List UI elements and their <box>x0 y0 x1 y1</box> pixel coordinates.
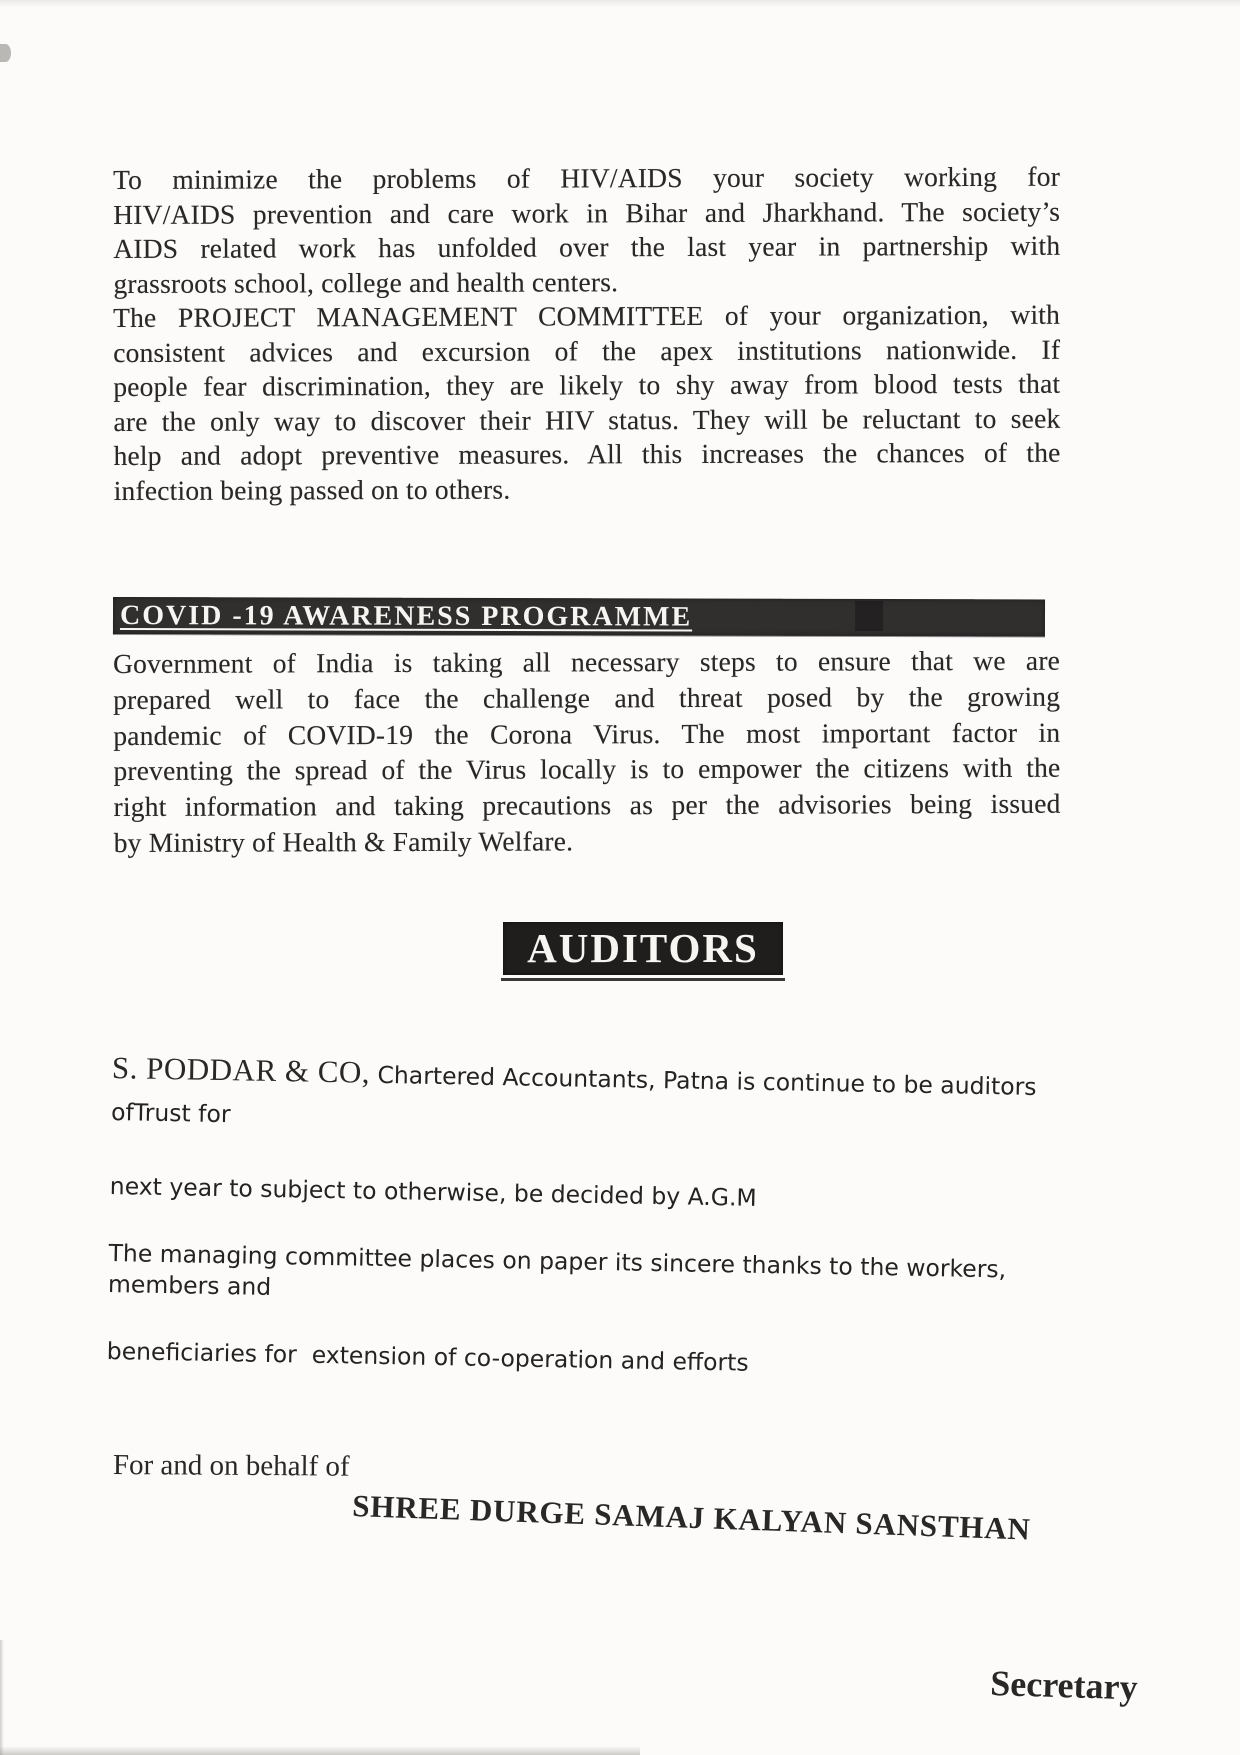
covid-section-heading: COVID -19 AWARENESS PROGRAMME <box>119 599 693 632</box>
behalf-line: For and on behalf of <box>112 1448 350 1483</box>
text-line: by Ministry of Health & Family Welfare. <box>113 825 574 858</box>
covid-section-header-bar <box>113 597 1045 636</box>
text-line: help and adopt preventive measures. All this increases the chances of the <box>113 437 1061 472</box>
scan-edge-artifact <box>0 1746 640 1755</box>
text-line: infection being passed on to others. <box>113 473 511 507</box>
text-line: consistent advices and excursion of the apex institutions nationwide. If <box>113 333 1061 368</box>
scan-artifact-mark <box>0 44 11 62</box>
auditors-section-heading: AUDITORS <box>527 925 759 972</box>
text-line: preventing the spread of the Virus locally is to empower the citizens with the <box>113 752 1061 787</box>
text-line: The managing committee places on paper its sincere thanks to the workers, members and <box>107 1238 1014 1301</box>
scan-artifact-patch <box>855 601 883 631</box>
text-line: pandemic of COVID-19 the Corona Virus. The most important factor in <box>113 716 1061 751</box>
text-line: The PROJECT MANAGEMENT COMMITTEE of your organization, with <box>113 299 1061 334</box>
text-line: people fear discrimination, they are likely to shy away from blood tests that <box>113 368 1061 403</box>
text-line: right information and taking precautions as per the advisories being issued <box>113 787 1061 823</box>
auditor-firm-name: S. PODDAR & CO, <box>111 1049 371 1090</box>
organization-name: SHREE DURGE SAMAJ KALYAN SANSTHAN <box>351 1487 1032 1547</box>
text-line: AIDS related work has unfolded over the last year in partnership with <box>113 229 1061 265</box>
text-line: Government of India is taking all necessary steps to ensure that we are <box>113 644 1061 679</box>
document-content <box>106 160 1139 1708</box>
paragraph-covid <box>113 643 1061 861</box>
auditors-paragraph <box>106 1013 1073 1421</box>
paragraph-hiv-intro <box>113 160 1060 302</box>
text-line: HIV/AIDS prevention and care work in Bihar and Jharkhand. The society’s <box>113 195 1061 230</box>
text-line: are the only way to discover their HIV status. They will be reluctant to seek <box>113 402 1061 438</box>
auditors-section-header-box <box>503 922 783 975</box>
signature-title: Secretary <box>989 1662 1139 1708</box>
text-line: beneficiaries for extension of co-operation and efforts <box>106 1336 749 1377</box>
text-line: To minimize the problems of HIV/AIDS your society working for <box>113 160 1061 195</box>
text-line: grassroots school, college and health centers. <box>113 266 619 299</box>
scan-edge-artifact <box>0 0 1240 8</box>
text-line <box>111 1049 1072 1153</box>
text-line: prepared well to face the challenge and threat posed by the growing <box>113 680 1061 715</box>
scan-edge-artifact <box>0 1640 4 1755</box>
paragraph-project-committee <box>113 298 1061 509</box>
text-run: Chartered Accountants, Patna is continue to be auditors ofTrust for <box>110 1060 1045 1128</box>
text-line: next year to subject to otherwise, be decided by A.G.M <box>109 1171 757 1212</box>
